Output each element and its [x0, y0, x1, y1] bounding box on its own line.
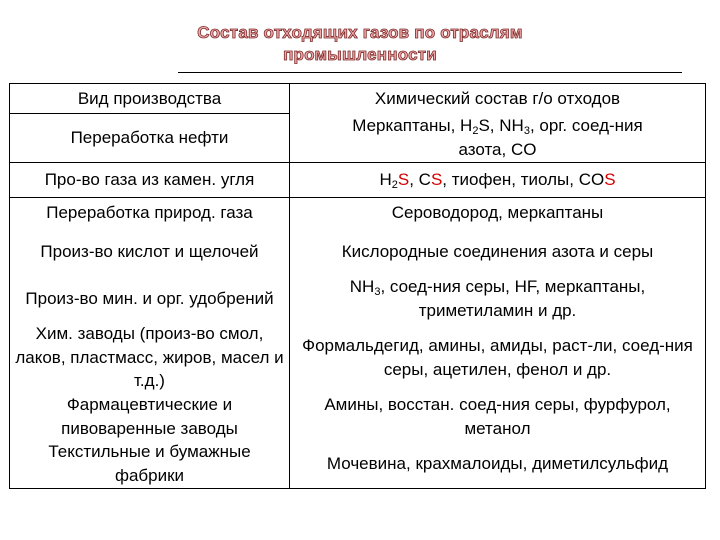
composition-cell: Кислородные соединения азота и серы [290, 228, 706, 275]
table-row [10, 440, 706, 488]
industry-cell: Про-во газа из камен. угля [10, 163, 290, 198]
composition-cell: Формальдегид, амины, амиды, раст-ли, соед-ния серы, ацетилен, фенол и др. [290, 322, 706, 393]
composition-cell: $NH_3$, соед-ния серы, HF, меркаптаны, триметиламин и др. [290, 275, 706, 322]
composition-cell: Мочевина, крахмалоиды, диметилсульфид [290, 440, 706, 488]
composition-cell: Меркаптаны, $H_2S$, $NH_3$, орг. соед-ния азота, CO [290, 114, 706, 163]
table-row [10, 322, 706, 393]
industry-cell: Текстильные и бумажные фабрики [10, 440, 290, 488]
title-line-1: Состав отходящих газов по отраслям [197, 23, 523, 42]
industry-cell: Фармацевтические и пивоваренные заводы [10, 393, 290, 440]
table-row [10, 228, 706, 275]
table-row [10, 163, 706, 198]
page-title [150, 22, 570, 66]
table-header-row [10, 84, 706, 114]
industry-gas-table [9, 83, 706, 489]
composition-cell: Сероводород, меркаптаны [290, 198, 706, 229]
industry-cell: Произ-во мин. и орг. удобрений [10, 275, 290, 322]
industry-cell: Произ-во кислот и щелочей [10, 228, 290, 275]
table-row [10, 114, 706, 163]
title-line-2: промышленности [283, 45, 437, 64]
industry-cell: Переработка природ. газа [10, 198, 290, 229]
industry-cell: Переработка нефти [10, 114, 290, 163]
industry-cell: Хим. заводы (произ-во смол, лаков, пластмасс, жиров, масел и т.д.) [10, 322, 290, 393]
header-industry: Вид производства [10, 84, 290, 114]
title-underline [178, 72, 682, 73]
header-composition: Химический состав г/о отходов [290, 84, 706, 114]
table-row [10, 393, 706, 440]
table-row [10, 275, 706, 322]
composition-cell: $H_2S$, CS, тиофен, тиолы, COS [290, 163, 706, 198]
composition-cell: Амины, восстан. соед-ния серы, фурфурол, метанол [290, 393, 706, 440]
table-row [10, 198, 706, 229]
